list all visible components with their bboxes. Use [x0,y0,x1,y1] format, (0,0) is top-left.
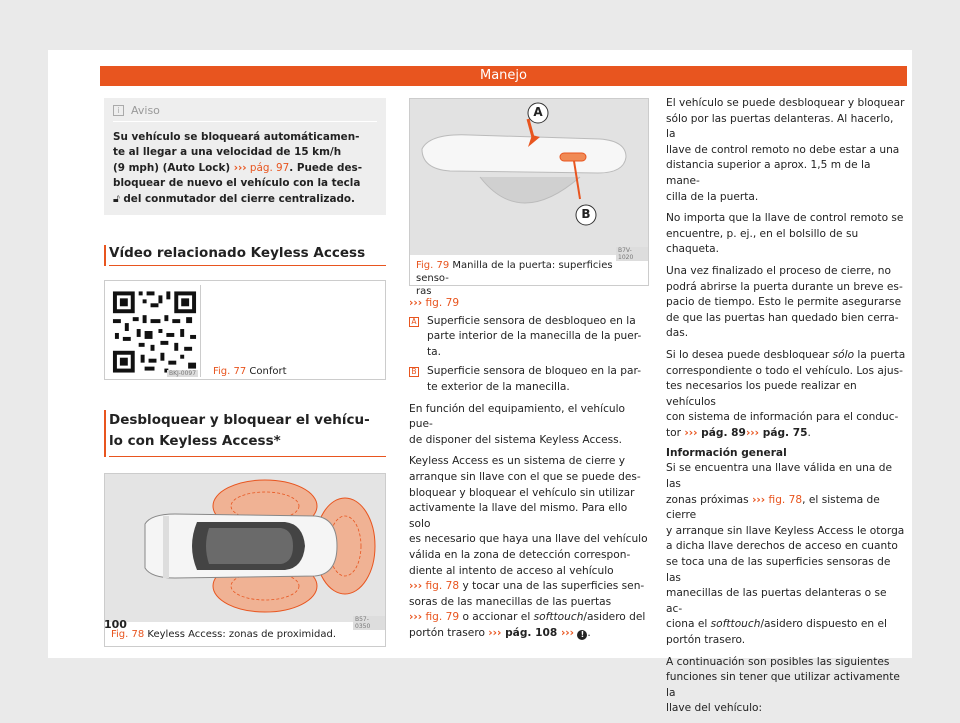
warning-box [104,98,386,215]
page-number: 100 [104,618,127,631]
manual-page [48,50,912,715]
fig-79-link-2[interactable]: fig. 79 [422,611,460,624]
fig-78-link-2[interactable]: fig. 78 [765,493,803,506]
column-middle: A B B7V-1020 Fig. 79 Manilla de la puerta: superficies senso- ras ››› fig. 79 A Superficie sensora de desbloqueo en la parte interior de la manecilla de la puer- ta. B Superficie sensora de bloqueo en la par- te exterior de la manecilla. En función del equipamiento, el vehículo pue- de disponer del sistema Keyless Access. Keyless Access es un sistema de cierre y arranque sin llave con el que se puede des- bloquear y bloquear el vehículo sin utilizar activamente la llave del mismo. Para ello solo es necesario que haya una llave del vehículo válida en la zona de detección correspon- diente al intento de acceso al vehículo ››› fig. 78 y tocar una de las superficies sen- soras de las manecillas de las puertas ››› fig. 79 o accionar el softtouch/asidero del portón trasero ››› pág. 108 ››› ! . [409,98,649,647]
warning-title: Aviso [131,104,160,117]
fig-78-caption: Fig. 78 Keyless Access: zonas de proximidad. [111,629,337,641]
column-right [666,96,906,723]
paragraph-functions: A continuación son posibles las siguientes funciones sin tener que utilizar activamente la llave del vehículo: [666,655,900,715]
paragraph-unlock: El vehículo se puede desbloquear y bloquear sólo por las puertas delanteras. Al hacerlo, la llave de control remoto no debe estar a una distancia superior a aprox. 1,5 m de la mane- cilla de la puerta. [666,97,905,203]
page-header: Manejo [100,66,907,86]
fig-78-box: B57-0350 Fig. 78 Keyless Access: zonas de proximidad. [104,473,386,647]
info-icon: i [113,105,124,116]
subheading-general-info: Información general [666,447,787,460]
paragraph-lock-process: Una vez finalizado el proceso de cierre, no podrá abrirse la puerta durante un breve es- pacio de tiempo. Esto le permite asegurarse de que las puertas han quedado bien cerra- das. [666,264,903,340]
fig-77-caption: Fig. 77 Confort [213,366,287,378]
fig-77-box: BKJ-0097 Fig. 77 Confort [104,280,386,380]
fig-78-link[interactable]: fig. 78 [422,580,460,593]
warning-text: Su vehículo se bloqueará automáticamen- te al llegar a una velocidad de 15 km/h (9 mph) (Auto Lock) ››› pág. 97. Puede des- bloquear de nuevo el vehículo con la tecla 🔓︎ del conmutador del cierre centralizado. [113,131,363,205]
column-left [104,98,386,647]
list-item-a: A Superficie sensora de desbloqueo en la parte interior de la manecilla de la puer- ta. [409,314,649,361]
callout-a: A [533,105,543,119]
paragraph-general: Si se encuentra una llave válida en una de las zonas próximas ››› fig. 78, el sistema de cierre y arranque sin llave Keyless Access le otorga a dicha llave derechos de acceso en cuanto se toca una de las superficies sensoras de las manecillas de las puertas delanteras o se ac- ciona el softtouch/asidero dispuesto en el portón trasero. [666,462,905,646]
callout-b: B [581,207,591,221]
page-link-97[interactable]: pág. 97 [246,161,290,174]
video-section-heading: Vídeo relacionado Keyless Access [104,245,386,266]
door-handle-image [410,99,648,255]
page-link-89[interactable]: pág. 89 [697,426,746,439]
paragraph-settings: Si lo desea puede desbloquear sólo la puerta correspondiente o todo el vehículo. Los ajus- tes necesarios los puede realizar en vehículos con sistema de información para el conduc- tor ››› pág. 89››› pág. 75. [666,348,906,439]
paragraph-key-location: No importa que la llave de control remoto se encuentre, p. ej., en el bolsillo de su chaqueta. [666,212,904,256]
warning-exclamation-icon: ! [577,630,587,640]
list-item-b: B Superficie sensora de bloqueo en la par- te exterior de la manecilla. [409,364,649,395]
fig-79-link[interactable]: fig. 79 [422,297,460,309]
qr-code-image[interactable] [109,285,201,377]
unlock-section-heading: Desbloquear y bloquear el vehícu- lo con Keyless Access* [104,410,386,457]
page-link-75[interactable]: pág. 75 [759,426,808,439]
lock-key-icon: 🔓︎ [113,192,120,205]
fig-79-caption: Fig. 79 Manilla de la puerta: superficies senso- ras [416,260,613,297]
car-proximity-zones-image [105,474,385,622]
fig-79-box: A B B7V-1020 Fig. 79 Manilla de la puerta: superficies senso- ras [409,98,649,286]
page-link-108[interactable]: pág. 108 [501,626,561,639]
